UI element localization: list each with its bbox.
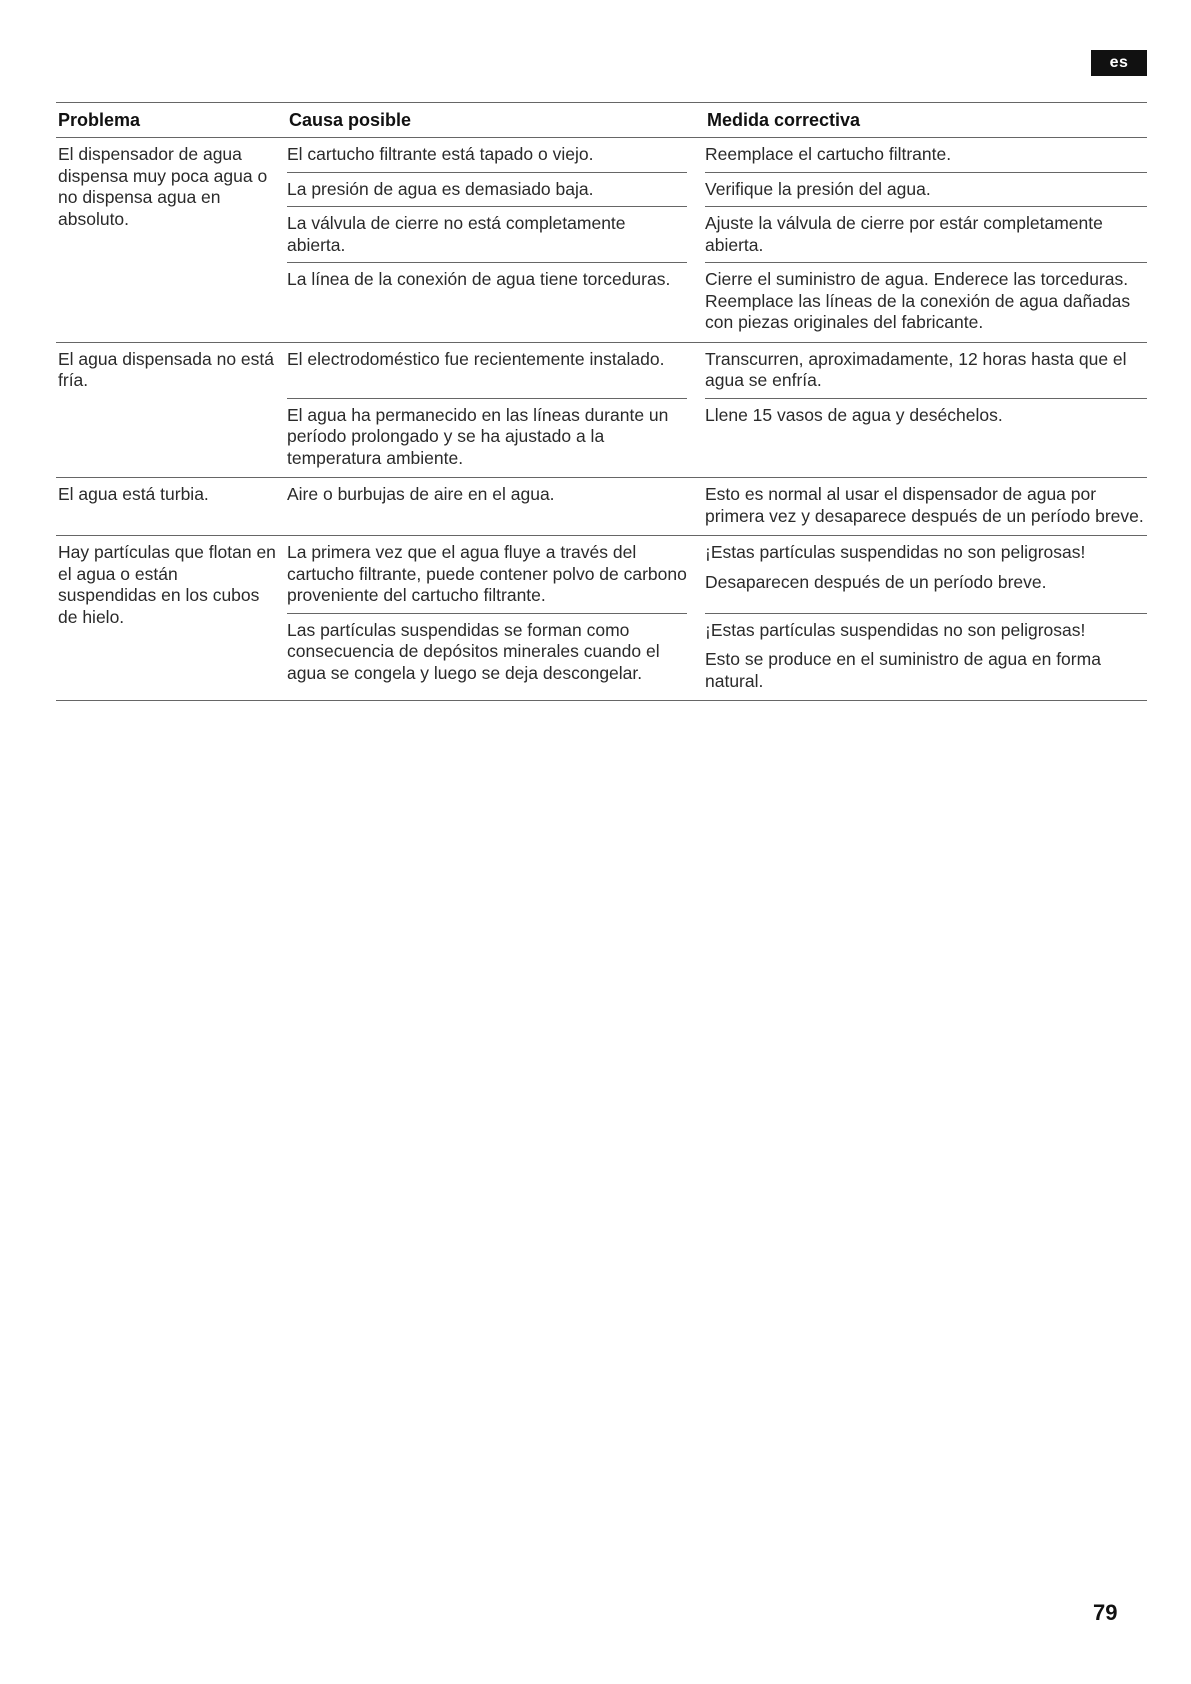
cause-remedy-rows	[287, 478, 1147, 535]
problem-cell: El agua está turbia.	[58, 484, 209, 504]
remedy-text: Desaparecen después de un período breve.	[705, 571, 1047, 592]
cause-cell: La primera vez que el agua fluye a través del cartucho filtrante, puede contener polvo de carbono proveniente del cartucho filtrante.	[287, 542, 687, 605]
remedy-text: ¡Estas partículas suspendidas no son peligrosas!	[705, 619, 1086, 640]
header-remedy: Medida correctiva	[707, 110, 861, 130]
cause-cell: Las partículas suspendidas se forman como consecuencia de depósitos minerales cuando el agua se congela y luego se deja descongelar.	[287, 613, 687, 701]
table-header-row	[56, 103, 1147, 138]
remedy-cell	[705, 613, 1147, 701]
table-row	[287, 613, 1147, 701]
cause-cell: El electrodoméstico fue recientemente instalado.	[287, 348, 665, 369]
table-group	[56, 478, 1147, 536]
troubleshooting-table	[56, 102, 1147, 701]
remedy-cell	[705, 398, 1147, 478]
cause-cell: Aire o burbujas de aire en el agua.	[287, 484, 555, 504]
cause-cell: La presión de agua es demasiado baja.	[287, 172, 687, 207]
remedy-text: Ajuste la válvula de cierre por estár completamente abierta.	[705, 213, 1103, 255]
problem-cell: El dispensador de agua dispensa muy poca agua o no dispensa agua en absoluto.	[58, 144, 268, 229]
page-number: 79	[1093, 1600, 1118, 1625]
table-body	[56, 138, 1147, 701]
remedy-cell	[705, 478, 1147, 535]
cause-cell: La línea de la conexión de agua tiene torceduras.	[287, 262, 687, 342]
remedy-text: ¡Estas partículas suspendidas no son peligrosas!	[705, 542, 1086, 562]
problem-cell: El agua dispensada no está fría.	[58, 348, 274, 390]
table-row	[287, 172, 1147, 207]
table-group	[56, 536, 1147, 701]
table-group	[56, 343, 1147, 479]
problem-cell: Hay partículas que flotan en el agua o están suspendidas en los cubos de hielo.	[58, 542, 276, 627]
remedy-cell	[705, 138, 1147, 172]
remedy-text: Transcurren, aproximadamente, 12 horas hasta que el agua se enfría.	[705, 348, 1127, 390]
cause-remedy-rows	[287, 536, 1147, 700]
header-problem: Problema	[58, 110, 141, 130]
cause-cell: El agua ha permanecido en las líneas durante un período prolongado y se ha ajustado a la temperatura ambiente.	[287, 398, 687, 478]
language-badge: es	[1091, 50, 1147, 76]
remedy-text: Verifique la presión del agua.	[705, 178, 931, 199]
remedy-cell	[705, 206, 1147, 262]
remedy-text: Llene 15 vasos de agua y deséchelos.	[705, 404, 1003, 425]
cause-remedy-rows	[287, 343, 1147, 478]
table-row	[287, 206, 1147, 262]
remedy-cell	[705, 536, 1147, 613]
table-group	[56, 138, 1147, 343]
header-cause: Causa posible	[289, 110, 412, 130]
remedy-cell	[705, 172, 1147, 207]
table-row	[287, 398, 1147, 478]
table-row	[287, 536, 1147, 613]
cause-remedy-rows	[287, 138, 1147, 342]
table-row	[287, 262, 1147, 342]
remedy-text: Reemplace el cartucho filtrante.	[705, 144, 952, 164]
remedy-text: Esto es normal al usar el dispensador de agua por primera vez y desaparece después de un período breve.	[705, 484, 1144, 526]
remedy-text: Esto se produce en el suministro de agua en forma natural.	[705, 649, 1101, 691]
table-row	[287, 478, 1147, 535]
table-row	[287, 343, 1147, 398]
remedy-cell	[705, 343, 1147, 398]
remedy-text: Cierre el suministro de agua. Enderece las torceduras. Reemplace las líneas de la conexión de agua dañadas con piezas originales del fabricante.	[705, 269, 1131, 332]
table-row	[287, 138, 1147, 172]
cause-cell: La válvula de cierre no está completamente abierta.	[287, 206, 687, 262]
remedy-cell	[705, 262, 1147, 342]
cause-cell: El cartucho filtrante está tapado o viejo.	[287, 144, 594, 164]
